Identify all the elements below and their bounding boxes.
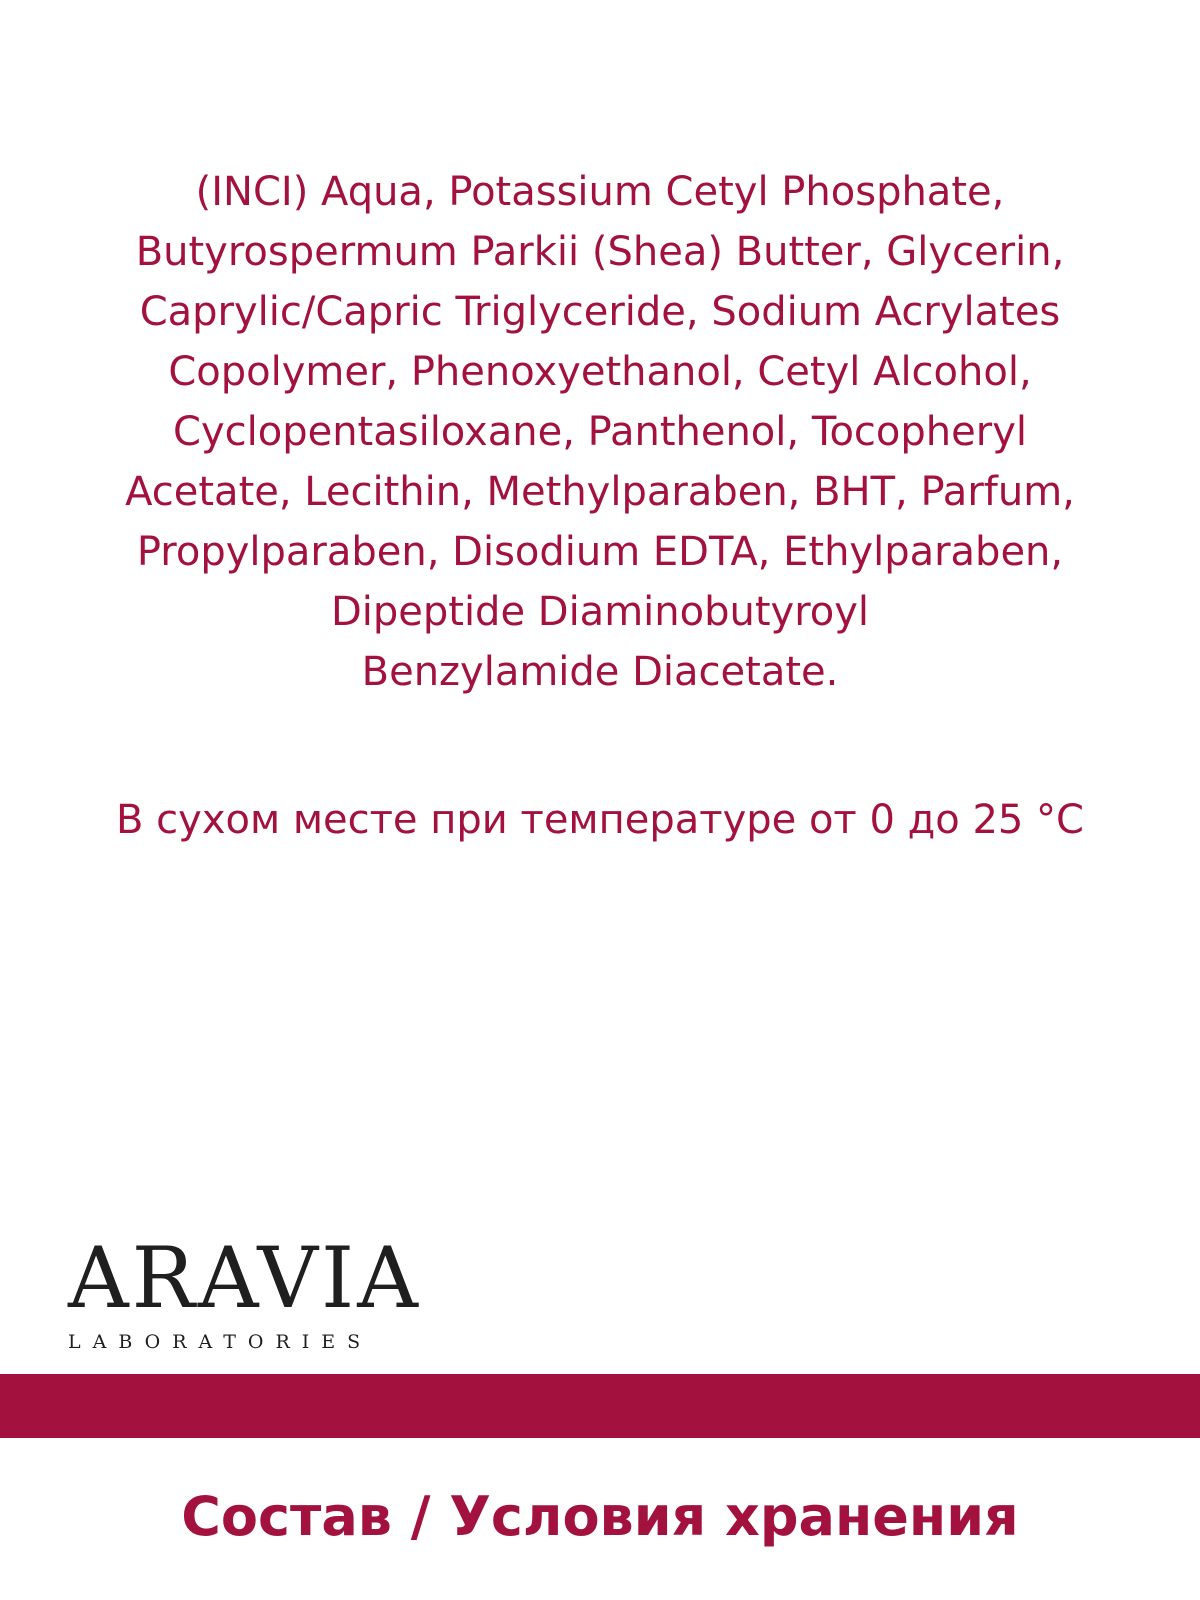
aravia-logo [68,1229,421,1356]
logo-subtitle: LABORATORIES [68,1331,373,1353]
storage-conditions: В сухом месте при температуре от 0 до 25 °C [116,797,1084,843]
composition-line: Propylparaben, Disodium EDTA, Ethylparaben, [136,529,1064,575]
accent-band [0,1374,1200,1438]
logo-wordmark: ARAVIA [68,1229,421,1327]
composition-line: Butyrospermum Parkii (Shea) Butter, Glycerin, [135,229,1065,275]
composition-text [0,162,1200,702]
composition-line: (INCI) Aqua, Potassium Cetyl Phosphate, [195,169,1005,215]
composition-line: Benzylamide Diacetate. [361,649,839,695]
composition-line: Copolymer, Phenoxyethanol, Cetyl Alcohol, [168,349,1032,395]
composition-line: Caprylic/Capric Triglyceride, Sodium Acrylates [139,289,1061,335]
footer-title: Состав / Условия хранения [181,1485,1019,1548]
composition-line: Cyclopentasiloxane, Panthenol, Tocopheryl [173,409,1027,455]
composition-line: Dipeptide Diaminobutyroyl [330,589,870,635]
composition-line: Acetate, Lecithin, Methylparaben, BHT, Parfum, [125,469,1075,515]
